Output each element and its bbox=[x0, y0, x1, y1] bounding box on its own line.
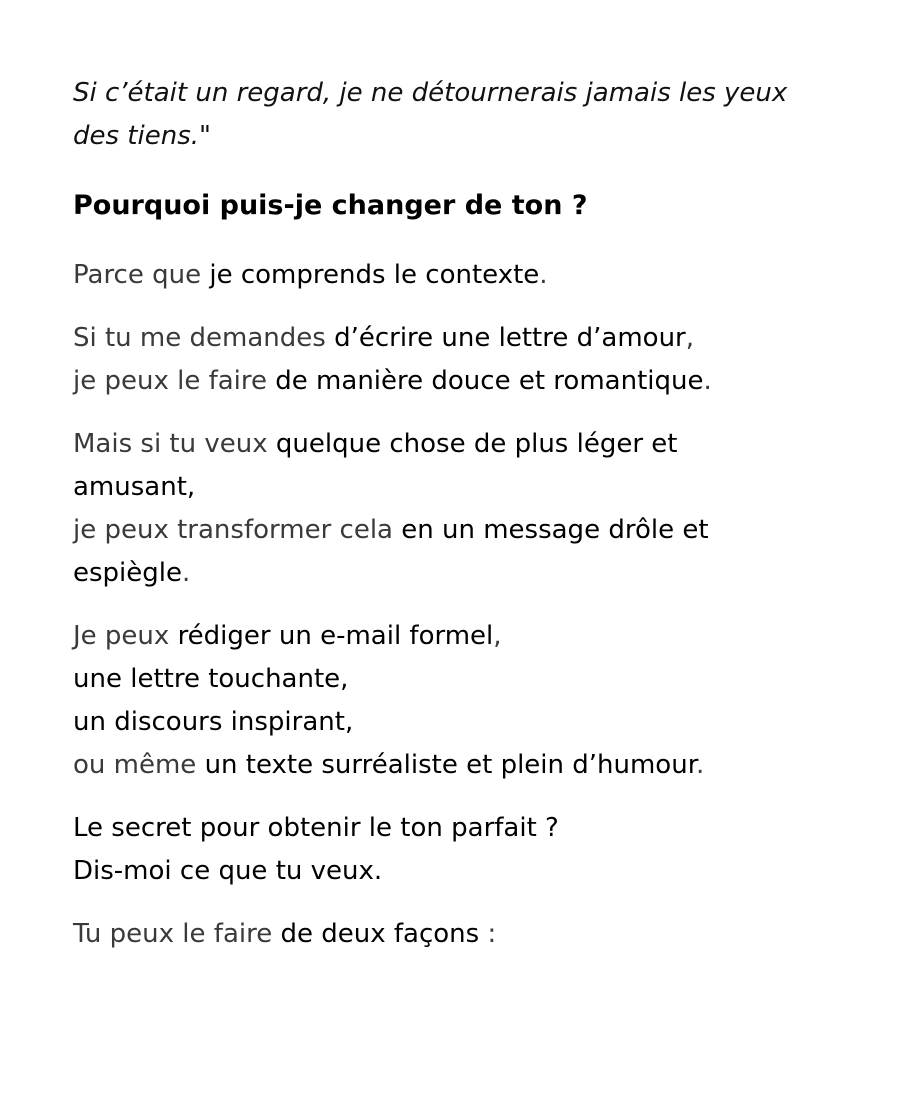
paragraph-formats bbox=[73, 615, 873, 787]
plain-text: . bbox=[703, 366, 712, 396]
emphasis-text: de deux façons bbox=[280, 919, 480, 949]
intro-line-2: des tiens." bbox=[73, 121, 211, 151]
intro-line-1: Si c’était un regard, je ne détournerais jamais les yeux bbox=[73, 78, 788, 108]
plain-text: Si tu me demandes bbox=[73, 323, 335, 353]
paragraph-line bbox=[73, 913, 873, 956]
plain-text: je peux le faire bbox=[73, 366, 276, 396]
section-heading: Pourquoi puis-je changer de ton ? bbox=[73, 190, 588, 221]
paragraph-line bbox=[73, 509, 873, 552]
emphasis-text: espiègle bbox=[73, 558, 182, 588]
plain-text: : bbox=[479, 919, 497, 949]
paragraph-line bbox=[73, 360, 873, 403]
plain-text: Parce que bbox=[73, 260, 210, 290]
plain-text: . bbox=[182, 558, 191, 588]
plain-text: . bbox=[696, 750, 705, 780]
paragraph-context bbox=[73, 254, 873, 297]
emphasis-line: Dis-moi ce que tu veux. bbox=[73, 856, 383, 886]
emphasis-line: un discours inspirant, bbox=[73, 707, 354, 737]
emphasis-line: une lettre touchante, bbox=[73, 664, 349, 694]
paragraph-line bbox=[73, 317, 873, 360]
emphasis-text: en un message drôle et bbox=[401, 515, 709, 545]
emphasis-text: quelque chose de plus léger et bbox=[275, 429, 678, 459]
paragraph-line bbox=[73, 423, 873, 466]
emphasis-text: un texte surréaliste et plein d’humour bbox=[204, 750, 696, 780]
emphasis-text: de manière douce et romantique bbox=[275, 366, 704, 396]
paragraph-line bbox=[73, 254, 873, 297]
plain-text: Je peux bbox=[73, 621, 178, 651]
emphasis-line: amusant, bbox=[73, 472, 196, 502]
plain-text: ou même bbox=[73, 750, 205, 780]
emphasis-line: Le secret pour obtenir le ton parfait ? bbox=[73, 813, 559, 843]
document-page bbox=[73, 72, 873, 956]
paragraph-line bbox=[73, 744, 873, 787]
plain-text: , bbox=[685, 323, 695, 353]
paragraph-two-ways bbox=[73, 913, 873, 956]
paragraph-line bbox=[73, 552, 873, 595]
paragraph-love-letter bbox=[73, 317, 873, 403]
paragraph-light-tone bbox=[73, 423, 873, 595]
emphasis-text: rédiger un e-mail formel bbox=[177, 621, 494, 651]
plain-text: . bbox=[539, 260, 548, 290]
paragraph-secret bbox=[73, 807, 873, 893]
plain-text: Tu peux le faire bbox=[73, 919, 281, 949]
plain-text: je peux transformer cela bbox=[73, 515, 402, 545]
emphasis-text: je comprends le contexte bbox=[209, 260, 540, 290]
intro-quote bbox=[73, 72, 873, 158]
paragraph-line bbox=[73, 615, 873, 658]
plain-text: Mais si tu veux bbox=[73, 429, 276, 459]
plain-text: , bbox=[493, 621, 502, 651]
emphasis-text: d’écrire une lettre d’amour bbox=[334, 323, 686, 353]
